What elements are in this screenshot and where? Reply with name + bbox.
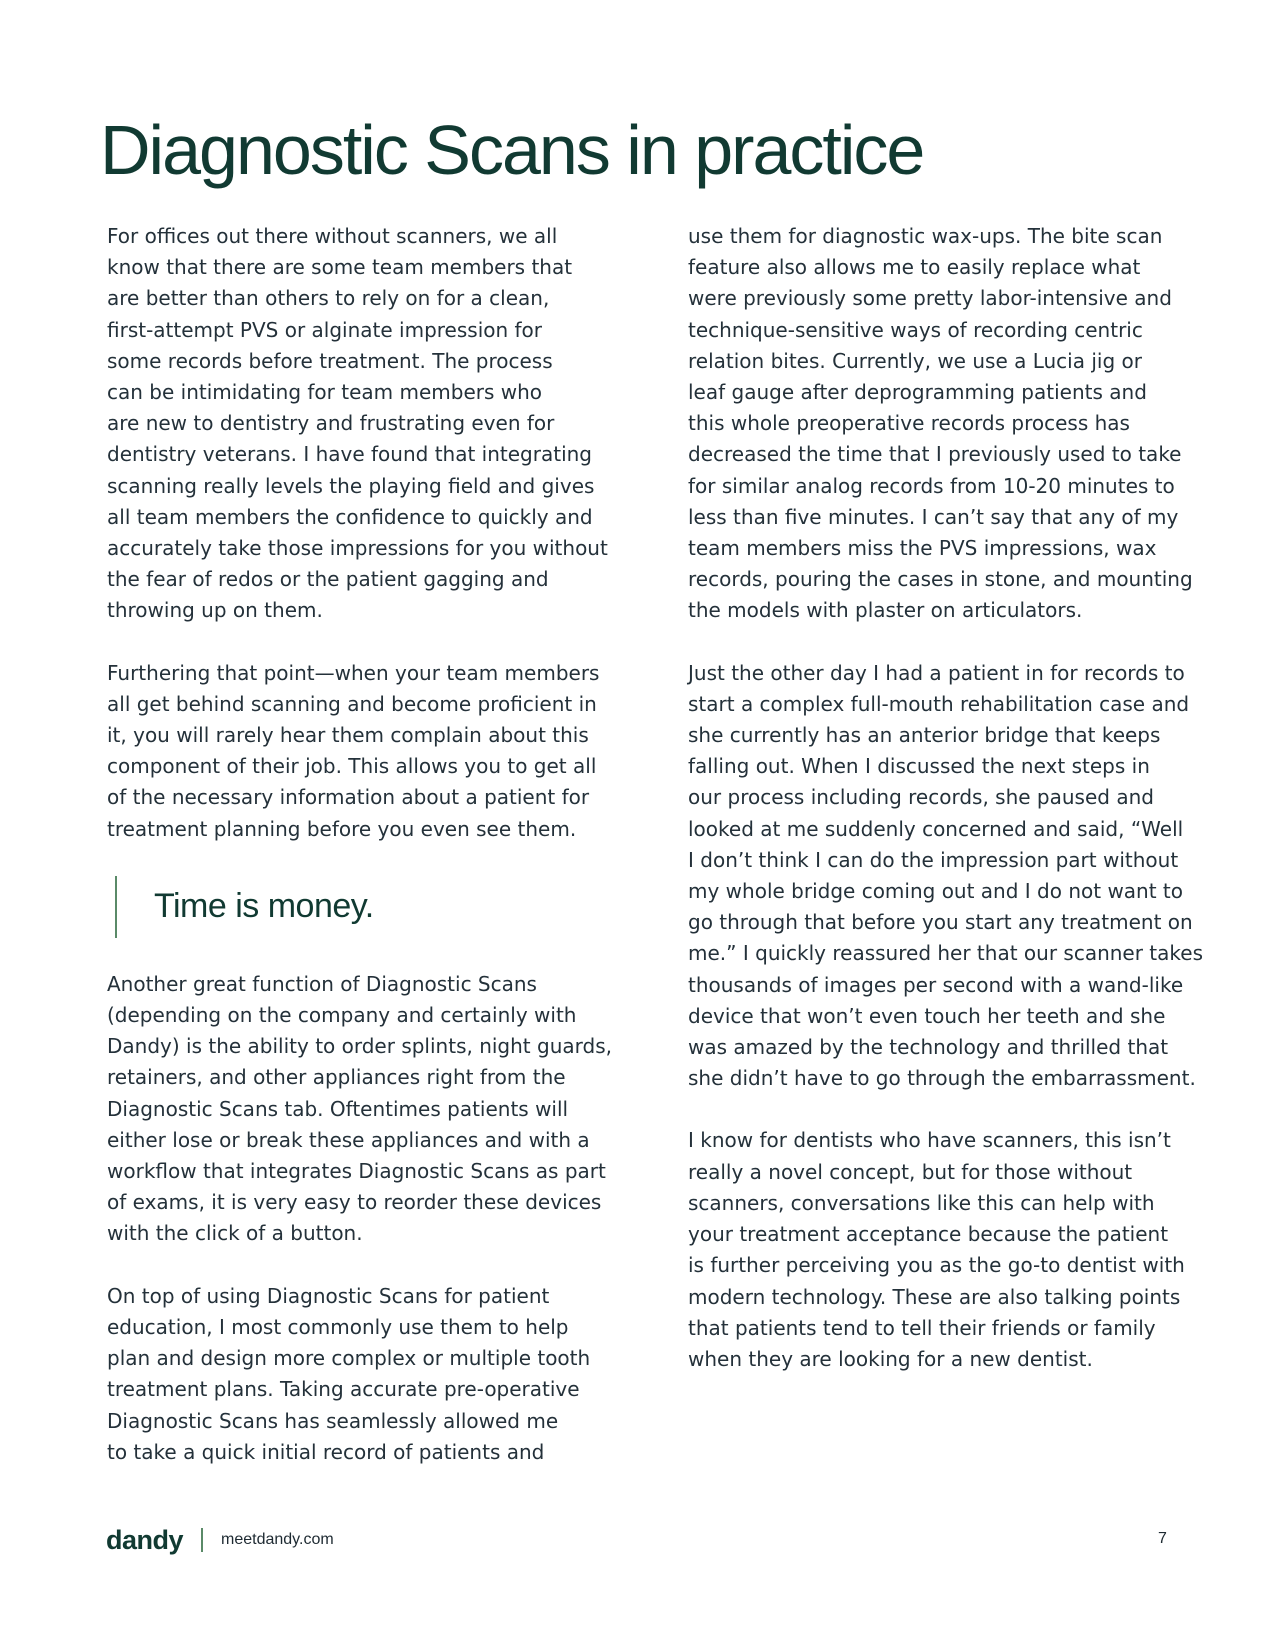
text-line: On top of using Diagnostic Scans for patient <box>107 1283 550 1308</box>
text-line: really a novel concept, but for those without <box>688 1159 1133 1184</box>
text-line: it, you will rarely hear them complain about this <box>107 723 589 748</box>
text-line: all team members the confidence to quickly and <box>107 504 593 529</box>
text-line: was amazed by the technology and thrilled that <box>688 1035 1169 1060</box>
paragraph <box>107 221 607 627</box>
text-line: know that there are some team members that <box>107 255 573 280</box>
text-line: looked at me suddenly concerned and said, “Well <box>688 816 1184 841</box>
left-column <box>107 221 612 1468</box>
text-line: thousands of images per second with a wand-like <box>688 972 1184 997</box>
paragraph <box>688 658 1203 1095</box>
text-line: the models with plaster on articulators. <box>688 598 1083 623</box>
paragraph <box>107 969 612 1250</box>
text-line: is further perceiving you as the go-to dentist with <box>688 1253 1185 1278</box>
text-line: feature also allows me to easily replace what <box>688 255 1141 280</box>
text-line: treatment planning before you even see them. <box>107 816 577 841</box>
text-line: start a complex full-mouth rehabilitation case and <box>688 691 1190 716</box>
text-line: I know for dentists who have scanners, this isn’t <box>688 1128 1171 1153</box>
text-line: modern technology. These are also talking points <box>688 1284 1181 1309</box>
text-line: leaf gauge after deprogramming patients and <box>688 380 1147 405</box>
text-line: plan and design more complex or multiple tooth <box>107 1346 591 1371</box>
footer <box>106 1525 334 1555</box>
text-line: education, I most commonly use them to help <box>107 1314 569 1339</box>
text-line: For offices out there without scanners, we all <box>107 224 558 248</box>
paragraph <box>688 221 1193 627</box>
text-line: technique-sensitive ways of recording centric <box>688 317 1143 342</box>
text-line: falling out. When I discussed the next steps in <box>688 754 1150 779</box>
paragraph <box>107 1281 607 1468</box>
text-line: use them for diagnostic wax-ups. The bite scan <box>688 224 1163 248</box>
text-line: can be intimidating for team members who <box>107 380 543 405</box>
text-line: that patients tend to tell their friends or family <box>688 1315 1156 1340</box>
text-line: our process including records, she paused and <box>688 785 1154 810</box>
text-line: to take a quick initial record of patients and <box>107 1439 545 1464</box>
text-line: all get behind scanning and become proficient in <box>107 691 597 716</box>
text-line: were previously some pretty labor-intensive and <box>688 286 1172 311</box>
text-line: with the click of a button. <box>107 1221 363 1246</box>
text-line: your treatment acceptance because the patient <box>688 1222 1169 1247</box>
text-line: I don’t think I can do the impression part without <box>688 847 1179 872</box>
text-line: throwing up on them. <box>107 598 323 623</box>
text-line: Furthering that point—when your team members <box>107 660 600 685</box>
text-line: Dandy) is the ability to order splints, night guards, <box>107 1034 612 1059</box>
text-line: my whole bridge coming out and I do not want to <box>688 879 1184 904</box>
text-line: team members miss the PVS impressions, wax <box>688 536 1157 561</box>
text-line: records, pouring the cases in stone, and mounting <box>688 567 1193 592</box>
text-line: first-attempt PVS or alginate impression for <box>107 317 543 342</box>
text-line: retainers, and other appliances right from the <box>107 1065 566 1090</box>
footer-divider <box>201 1528 203 1552</box>
text-line: (depending on the company and certainly with <box>107 1003 577 1028</box>
text-line: Diagnostic Scans tab. Oftentimes patients will <box>107 1096 569 1121</box>
dandy-logo: dandy <box>106 1524 184 1555</box>
quote-bar <box>115 876 117 938</box>
text-line: workflow that integrates Diagnostic Scans as part <box>107 1159 606 1184</box>
text-line: of exams, it is very easy to reorder these devices <box>107 1190 602 1215</box>
text-line: relation bites. Currently, we use a Lucia jig or <box>688 348 1142 373</box>
website-link[interactable]: meetdandy.com <box>221 1531 334 1548</box>
paragraph <box>688 1125 1188 1375</box>
text-line: Just the other day I had a patient in for records to <box>688 660 1185 685</box>
paragraph <box>107 658 607 845</box>
text-line: decreased the time that I previously used to take <box>688 442 1182 467</box>
text-line: component of their job. This allows you to get all <box>107 754 597 779</box>
text-line: when they are looking for a new dentist. <box>688 1346 1093 1371</box>
text-line: either lose or break these appliances and with a <box>107 1127 590 1152</box>
text-line: this whole preoperative records process has <box>688 411 1130 436</box>
text-line: scanning really levels the playing field and gives <box>107 473 595 498</box>
pull-quote <box>107 876 607 938</box>
text-line: she currently has an anterior bridge that keeps <box>688 723 1161 748</box>
text-line: for similar analog records from 10-20 minutes to <box>688 473 1175 498</box>
text-line: less than five minutes. I can’t say that any of my <box>688 504 1179 529</box>
page-number: 7 <box>1158 1530 1167 1547</box>
page-title: Diagnostic Scans in practice <box>100 111 924 189</box>
right-column <box>688 221 1203 1375</box>
text-line: are new to dentistry and frustrating even for <box>107 411 555 436</box>
pull-quote-text: Time is money. <box>154 887 374 926</box>
text-line: treatment plans. Taking accurate pre-operative <box>107 1377 580 1402</box>
text-line: are better than others to rely on for a clean, <box>107 286 550 311</box>
text-line: dentistry veterans. I have found that integrating <box>107 442 592 467</box>
text-line: she didn’t have to go through the embarrassment. <box>688 1066 1196 1091</box>
text-line: device that won’t even touch her teeth and she <box>688 1003 1166 1028</box>
text-line: Another great function of Diagnostic Scans <box>107 971 537 996</box>
text-line: the fear of redos or the patient gagging and <box>107 567 549 592</box>
text-line: scanners, conversations like this can help with <box>688 1190 1155 1215</box>
text-line: of the necessary information about a patient for <box>107 785 590 810</box>
text-line: Diagnostic Scans has seamlessly allowed me <box>107 1408 559 1433</box>
text-line: some records before treatment. The process <box>107 348 553 373</box>
text-line: go through that before you start any treatment on <box>688 910 1193 935</box>
text-line: accurately take those impressions for you without <box>107 536 608 561</box>
text-line: me.” I quickly reassured her that our scanner takes <box>688 941 1203 966</box>
